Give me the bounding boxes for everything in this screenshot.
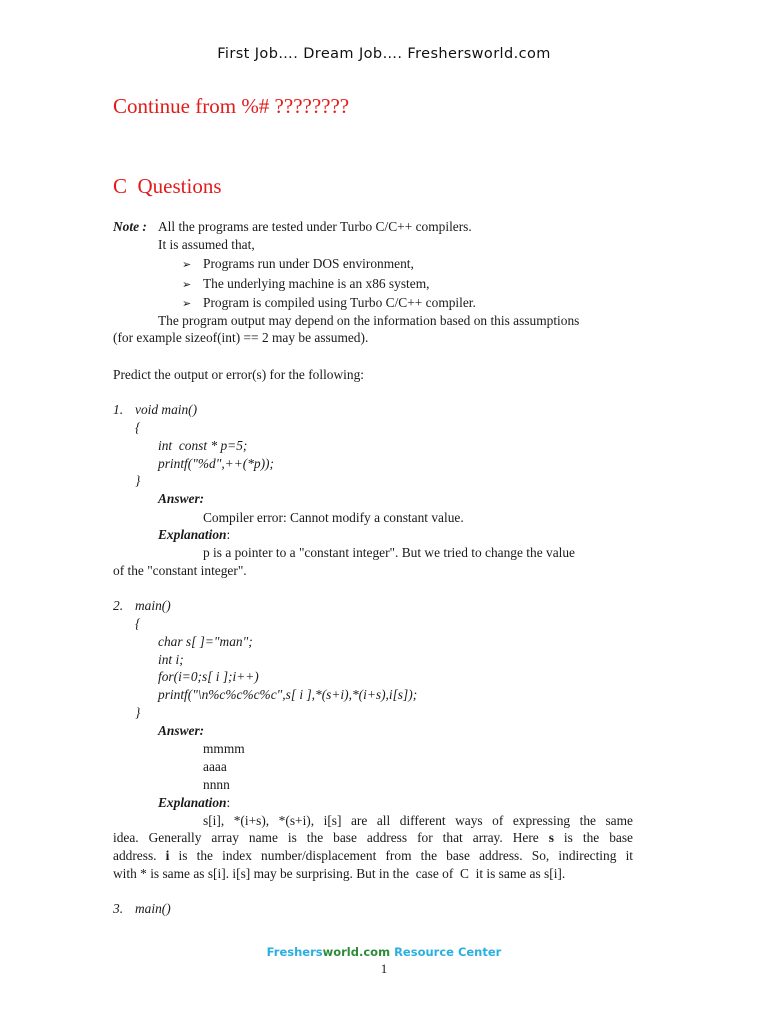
- note-line-1: All the programs are tested under Turbo C/C++ compilers.: [158, 219, 472, 234]
- predict-heading: Predict the output or error(s) for the following:: [113, 367, 365, 382]
- bullet-item: The underlying machine is an x86 system,: [203, 276, 430, 291]
- arrow-bullet-icon: ➢: [182, 297, 192, 310]
- code-line: }: [135, 473, 141, 488]
- code-line: int const * p=5;: [158, 438, 248, 453]
- explanation-label: Explanation:: [158, 527, 231, 542]
- explanation-line: idea. Generally array name is the base address for that array. Here s is the base: [113, 830, 633, 845]
- page-header: First Job…. Dream Job…. Freshersworld.com: [217, 46, 551, 62]
- answer-line: aaaa: [203, 759, 227, 774]
- note-paragraph-line-1: The program output may depend on the information based on this assumptions: [158, 313, 580, 328]
- explanation-line: of the "constant integer".: [113, 563, 247, 578]
- explanation-line: s[i], *(i+s), *(s+i), i[s] are all different ways of expressing the same: [203, 813, 633, 828]
- bullet-item: Program is compiled using Turbo C/C++ compiler.: [203, 295, 476, 310]
- code-line: {: [135, 420, 141, 435]
- code-line: }: [135, 705, 141, 720]
- continue-title: Continue from %# ????????: [113, 94, 350, 118]
- code-line: for(i=0;s[ i ];i++): [158, 669, 259, 684]
- bullet-item: Programs run under DOS environment,: [203, 256, 414, 271]
- code-line: main(): [135, 901, 171, 916]
- code-line: printf("%d",++(*p));: [158, 456, 274, 471]
- note-line-2: It is assumed that,: [158, 237, 255, 252]
- question-number: 2.: [113, 598, 124, 613]
- code-line: main(): [135, 598, 171, 613]
- note-paragraph-line-2: (for example sizeof(int) == 2 may be assumed).: [113, 330, 369, 345]
- question-number: 1.: [113, 402, 124, 417]
- code-line: int i;: [158, 652, 184, 667]
- note-label: Note :: [113, 219, 147, 234]
- explanation-line: p is a pointer to a "constant integer". But we tried to change the value: [203, 545, 575, 560]
- arrow-bullet-icon: ➢: [182, 278, 192, 291]
- explanation-line: address. i is the index number/displacement from the base address. So, indirecting it: [113, 848, 634, 863]
- answer-line: mmmm: [203, 741, 245, 756]
- code-line: {: [135, 616, 141, 631]
- arrow-bullet-icon: ➢: [182, 258, 192, 271]
- answer-label: Answer:: [158, 491, 205, 506]
- answer-line: nnnn: [203, 777, 230, 792]
- code-line: printf("\n%c%c%c%c",s[ i ],*(s+i),*(i+s),i[s]);: [158, 687, 418, 702]
- answer-label: Answer:: [158, 723, 205, 738]
- explanation-label: Explanation:: [158, 795, 231, 810]
- page-footer: Freshersworld.com Resource Center: [266, 945, 502, 959]
- section-title: C Questions: [113, 174, 222, 198]
- page-number: 1: [380, 961, 388, 976]
- question-number: 3.: [113, 901, 124, 916]
- code-line: void main(): [135, 402, 198, 417]
- answer-text: Compiler error: Cannot modify a constant value.: [203, 510, 464, 525]
- explanation-line: with * is same as s[i]. i[s] may be surprising. But in the case of C it is same as s[i].: [113, 866, 566, 881]
- code-line: char s[ ]="man";: [158, 634, 253, 649]
